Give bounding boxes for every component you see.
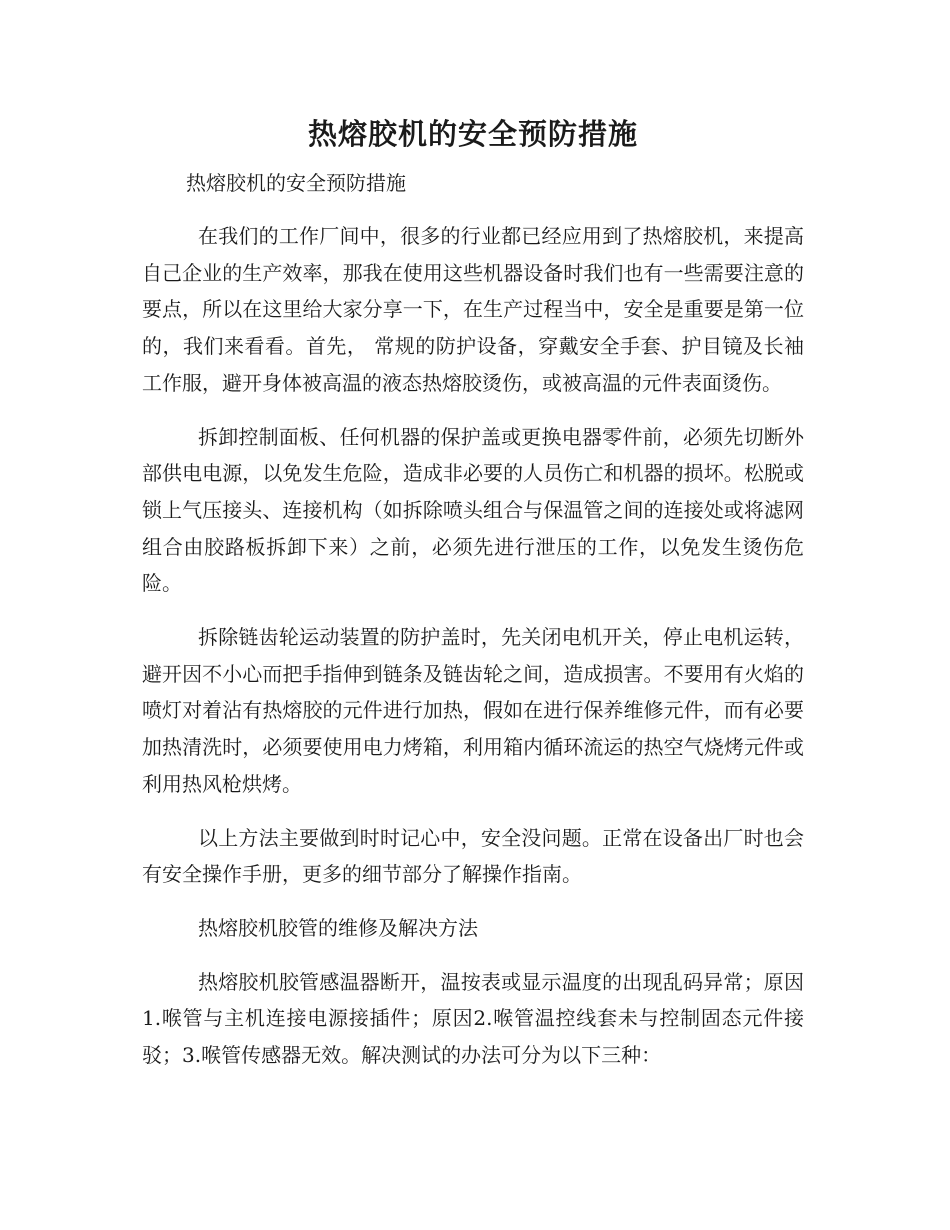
paragraph-chain-gear: 拆除链齿轮运动装置的防护盖时，先关闭电机开关，停止电机运转，避开因不小心而把手指伸到链条及链齿轮之间，造成损害。不要用有火焰的喷灯对着沾有热熔胶的元件进行加热，假如在进行保养维修元件，而有必要加热清洗时，必须要使用电力烤箱，利用箱内循环流运的热空气烧烤元件或利用热风枪烘烤。 [142,625,804,796]
paragraph-safety-equipment: 在我们的工作厂间中，很多的行业都已经应用到了热熔胶机，来提高自己企业的生产效率，那我在使用这些机器设备时我们也有一些需要注意的要点，所以在这里给大家分享一下，在生产过程当中，安全是重要是第一位的，我们来看看。首先， 常规的防护设备，穿戴安全手套、护目镜及长袖工作服，避开身体被高温的液态热熔胶烫伤，或被高温的元件表面烫伤。 [142,224,804,395]
document-title: 热熔胶机的安全预防措施 [307,117,638,151]
document-subtitle: 热熔胶机的安全预防措施 [186,171,406,195]
document-page [142,112,804,1074]
section-heading-hose-repair: 热熔胶机胶管的维修及解决方法 [198,915,478,940]
paragraph-hose-sensor: 热熔胶机胶管感温器断开，温按表或显示温度的出现乱码异常；原因1.喉管与主机连接电源接插件；原因2.喉管温控线套未与控制固态元件接驳；3.喉管传感器无效。解决测试的办法可分为以下三种： [142,969,804,1068]
paragraph-summary: 以上方法主要做到时时记心中，安全没问题。正常在设备出厂时也会有安全操作手册，更多的细节部分了解操作指南。 [142,825,804,887]
paragraph-power-disconnect: 拆卸控制面板、任何机器的保护盖或更换电器零件前，必须先切断外部供电电源，以免发生危险，造成非必要的人员伤亡和机器的损坏。松脱或锁上气压接头、连接机构（如拆除喷头组合与保温管之间的连接处或将滤网组合由胶路板拆卸下来）之前，必须先进行泄压的工作，以免发生烫伤危险。 [142,424,804,596]
